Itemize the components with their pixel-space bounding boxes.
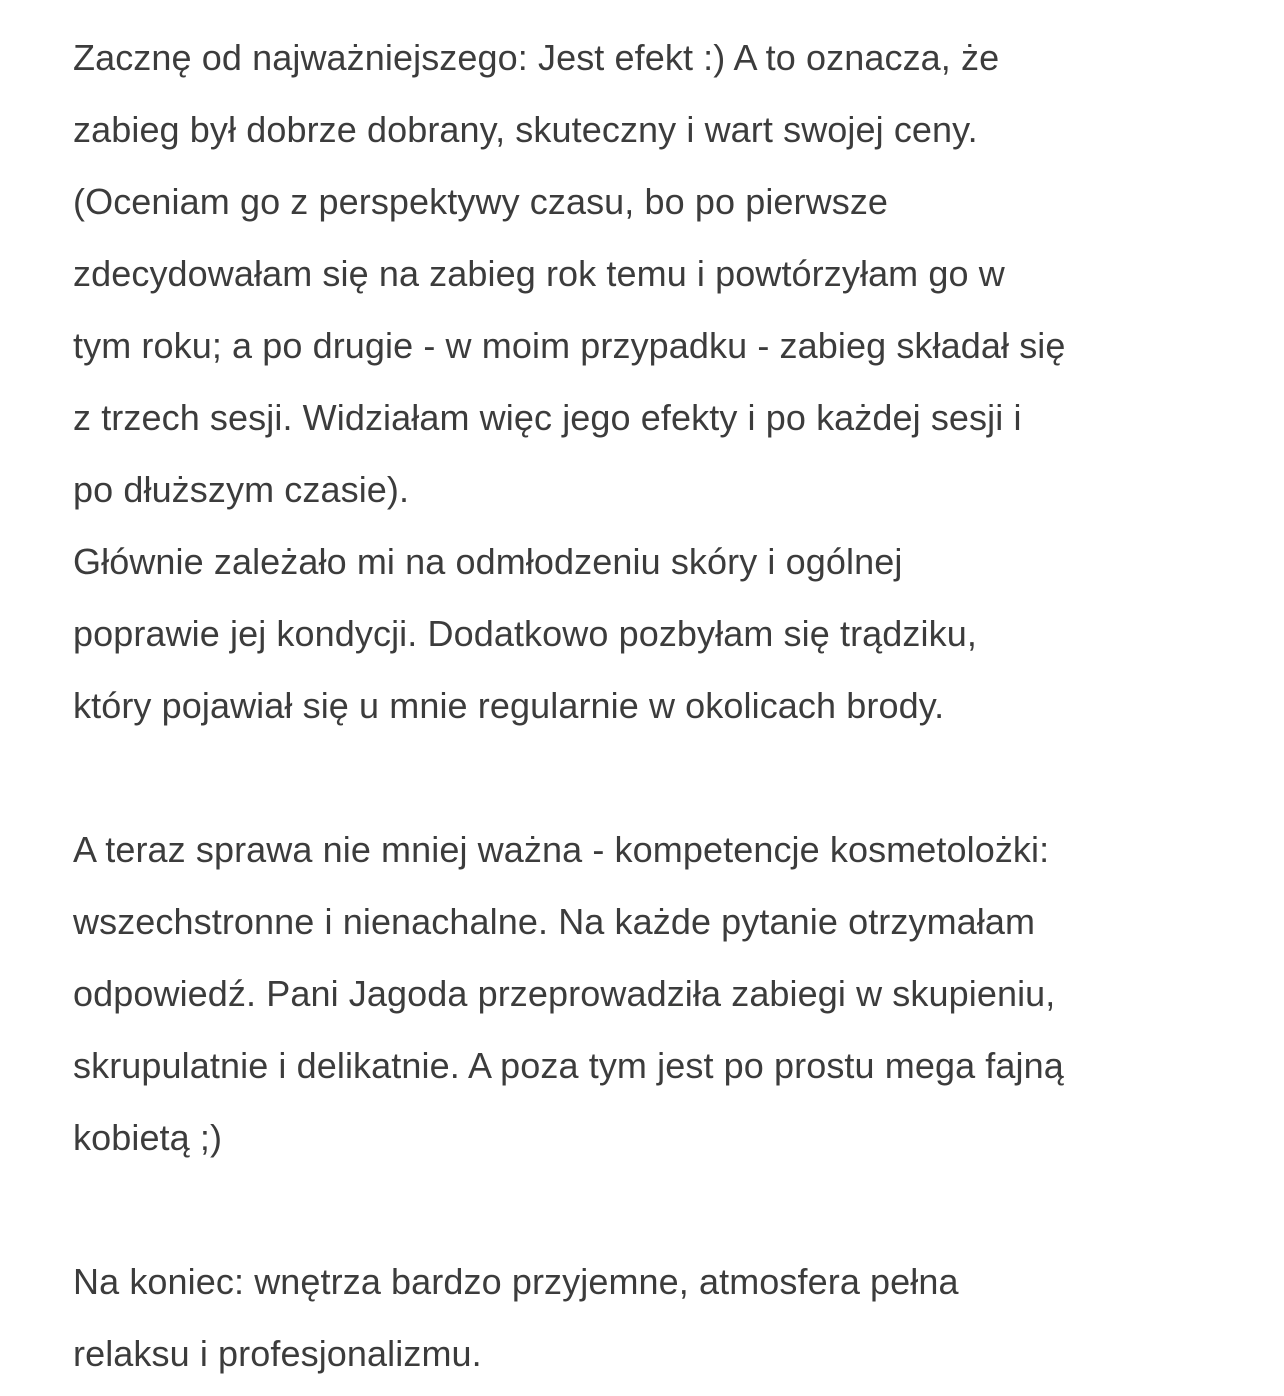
- review-paragraph-1: [73, 22, 1223, 742]
- review-line: skrupulatnie i delikatnie. A poza tym jest po prostu mega fajną: [73, 1045, 1064, 1086]
- review-line: odpowiedź. Pani Jagoda przeprowadziła zabiegi w skupieniu,: [73, 973, 1056, 1014]
- review-paragraph-3: [73, 1246, 1223, 1390]
- review-line: A teraz sprawa nie mniej ważna - kompetencje kosmetolożki:: [73, 829, 1050, 870]
- review-line: kobietą ;): [73, 1117, 223, 1158]
- review-line: zabieg był dobrze dobrany, skuteczny i wart swojej ceny.: [73, 109, 978, 150]
- review-line: tym roku; a po drugie - w moim przypadku - zabieg składał się: [73, 325, 1066, 366]
- review-line: Głównie zależało mi na odmłodzeniu skóry i ogólnej: [73, 541, 903, 582]
- review-paragraph-2: [73, 814, 1223, 1174]
- review-line: po dłuższym czasie).: [73, 469, 410, 510]
- review-text: [73, 22, 1223, 1390]
- paragraph-spacer: [73, 742, 1223, 814]
- review-line: wszechstronne i nienachalne. Na każde pytanie otrzymałam: [73, 901, 1036, 942]
- review-line: relaksu i profesjonalizmu.: [73, 1333, 482, 1374]
- review-line: który pojawiał się u mnie regularnie w okolicach brody.: [73, 685, 945, 726]
- paragraph-spacer: [73, 1174, 1223, 1246]
- review-line: Zacznę od najważniejszego: Jest efekt :) A to oznacza, że: [73, 37, 1000, 78]
- review-line: (Oceniam go z perspektywy czasu, bo po pierwsze: [73, 181, 889, 222]
- review-line: Na koniec: wnętrza bardzo przyjemne, atmosfera pełna: [73, 1261, 959, 1302]
- review-line: z trzech sesji. Widziałam więc jego efekty i po każdej sesji i: [73, 397, 1022, 438]
- review-line: zdecydowałam się na zabieg rok temu i powtórzyłam go w: [73, 253, 1005, 294]
- review-line: poprawie jej kondycji. Dodatkowo pozbyłam się trądziku,: [73, 613, 977, 654]
